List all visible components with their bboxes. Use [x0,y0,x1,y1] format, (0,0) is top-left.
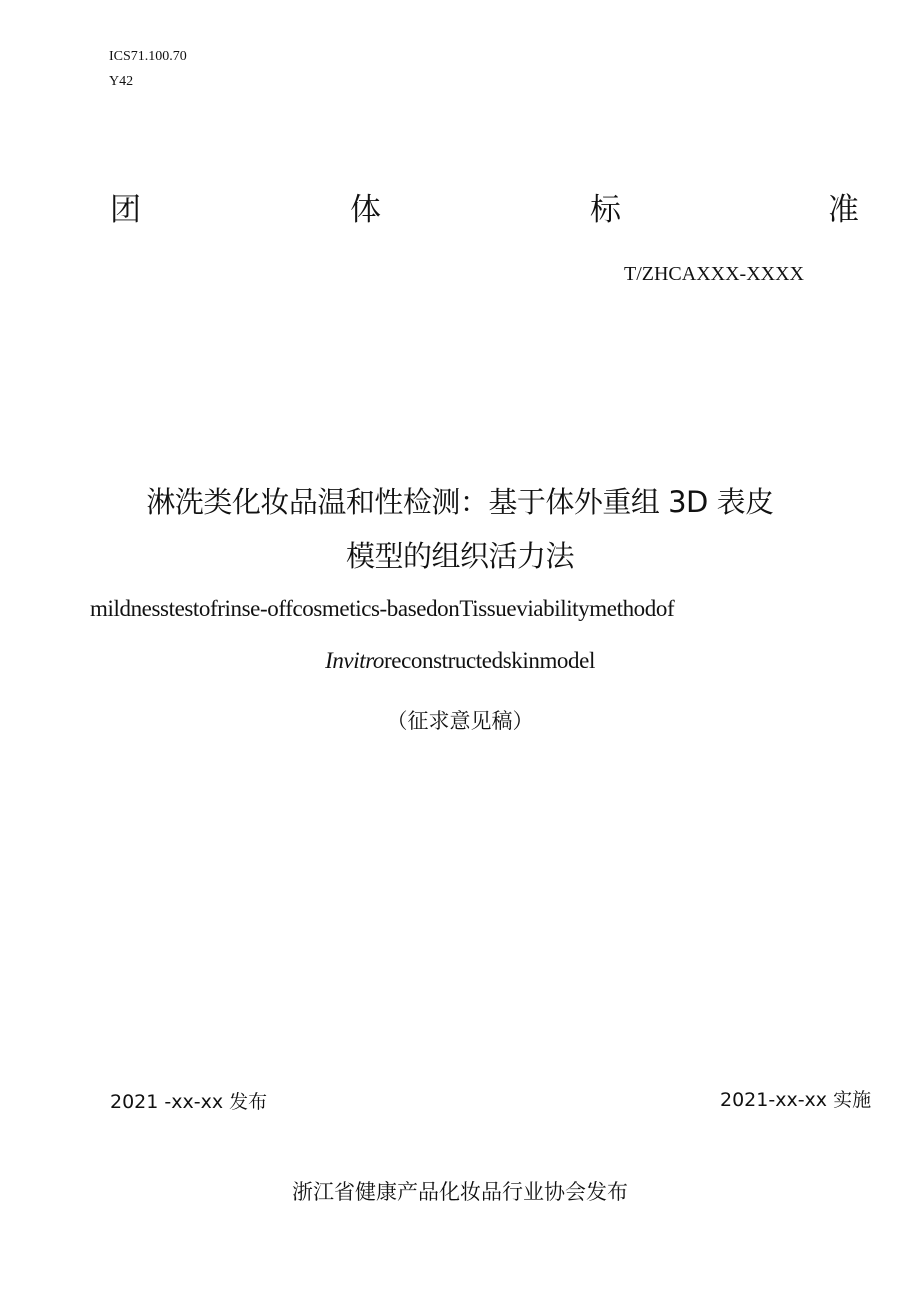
implementation-date: 2021-xx-xx 实施 [720,1089,872,1111]
ics-code: ICS71.100.70 [109,49,187,64]
standard-type-char: 标 [590,192,621,228]
title-en-line-2 [0,646,920,676]
title-en-rest: reconstructedskinmodel [384,648,595,673]
issue-date: 2021 -xx-xx 发布 [110,1091,268,1113]
category-code: Y42 [109,74,134,89]
standard-type-char: 团 [110,192,141,228]
title-en-line-1: mildnesstestofrinse-offcosmetics-basedonTissueviabilitymethodof [90,596,675,621]
draft-note: （征求意见稿） [386,709,534,733]
title-zh-line-2: 模型的组织活力法 [345,539,574,573]
title-en-italic: Invitro [325,648,385,673]
publisher: 浙江省健康产品化妆品行业协会发布 [292,1180,628,1204]
standard-number: T/ZHCAXXX-XXXX [624,263,804,285]
standard-type-char: 体 [350,192,381,228]
standard-type-char: 准 [828,192,859,228]
title-zh-line-1: 淋洗类化妆品温和性检测：基于体外重组 3D 表皮 [146,485,774,519]
